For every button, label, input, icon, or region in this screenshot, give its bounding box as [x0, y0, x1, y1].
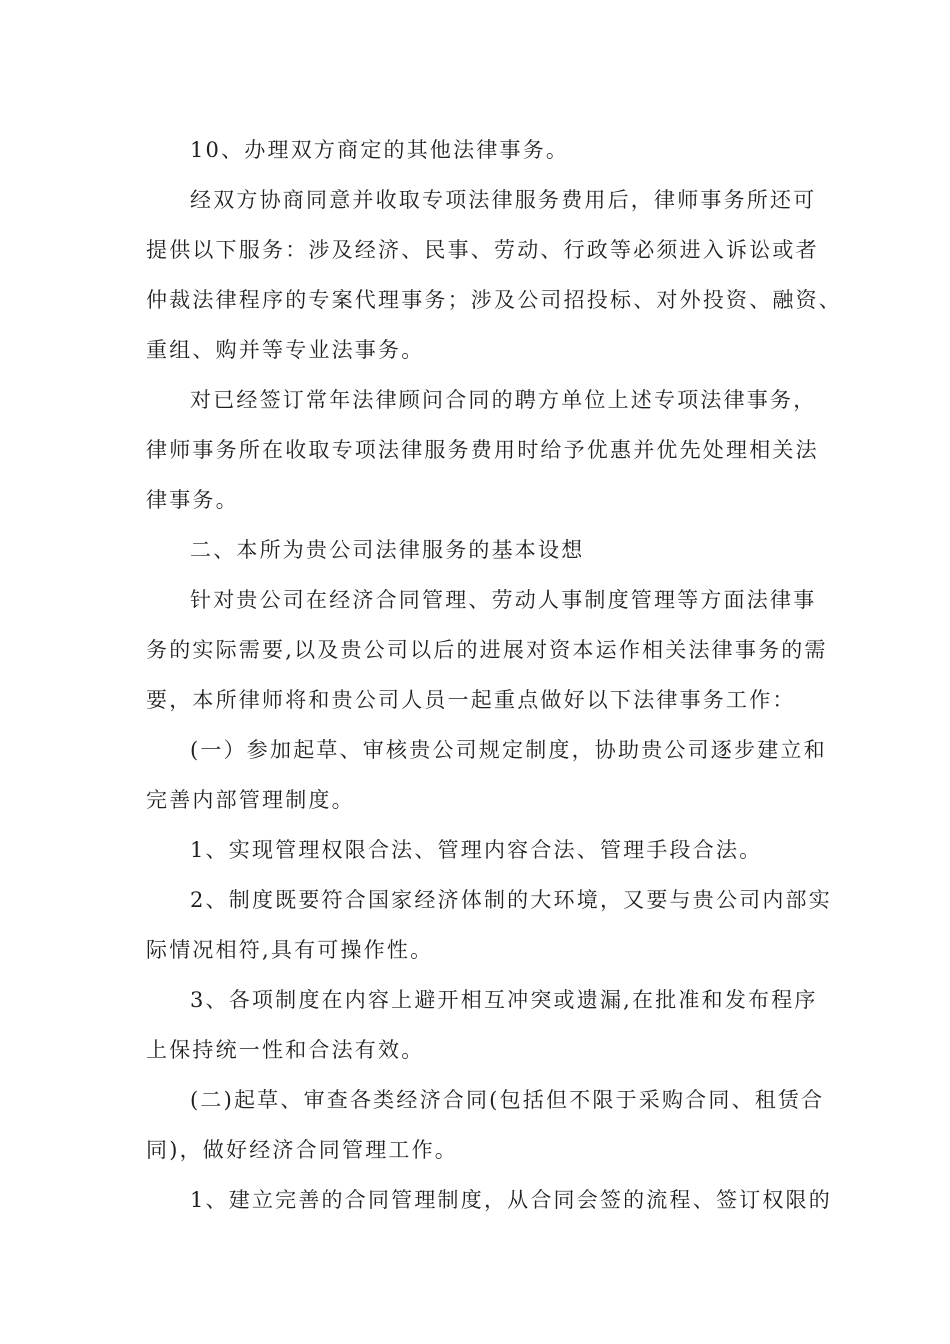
paragraph-line: 2、制度既要符合国家经济体制的大环境，又要与贵公司内部实 [190, 888, 832, 912]
paragraph-line: 重组、购并等专业法事务。 [146, 338, 425, 362]
paragraph-line: 仲裁法律程序的专案代理事务；涉及公司招投标、对外投资、融资、 [146, 288, 842, 312]
paragraph-line: 1、实现管理权限合法、管理内容合法、管理手段合法。 [190, 838, 763, 862]
paragraph-line: 经双方协商同意并收取专项法律服务费用后，律师事务所还可 [190, 188, 817, 212]
paragraph-line: 际情况相符,具有可操作性。 [146, 938, 434, 962]
paragraph-line: 提供以下服务：涉及经济、民事、劳动、行政等必须进入诉讼或者 [146, 238, 819, 262]
paragraph-line: (一）参加起草、审核贵公司规定制度，协助贵公司逐步建立和 [190, 738, 827, 762]
paragraph-line: 律事务。 [146, 488, 239, 512]
paragraph-line: 对已经签订常年法律顾问合同的聘方单位上述专项法律事务， [190, 388, 817, 412]
paragraph-line: (二)起草、审查各类经济合同(包括但不限于采购合同、租赁合 [190, 1088, 825, 1112]
paragraph-line: 1、建立完善的合同管理制度，从合同会签的流程、签订权限的 [190, 1188, 832, 1212]
section-heading: 二、本所为贵公司法律服务的基本设想 [190, 538, 585, 562]
paragraph-line: 要，本所律师将和贵公司人员一起重点做好以下法律事务工作： [146, 688, 796, 712]
paragraph-line: 律师事务所在收取专项法律服务费用时给予优惠并优先处理相关法 [146, 438, 819, 462]
paragraph-line: 同)，做好经济合同管理工作。 [146, 1138, 458, 1162]
paragraph-line: 针对贵公司在经济合同管理、劳动人事制度管理等方面法律事 [190, 588, 817, 612]
paragraph-line: 完善内部管理制度。 [146, 788, 355, 812]
paragraph-line: 10、办理双方商定的其他法律事务。 [190, 138, 570, 162]
paragraph-line: 上保持统一性和合法有效。 [146, 1038, 425, 1062]
paragraph-line: 3、各项制度在内容上避开相互冲突或遗漏,在批准和发布程序 [190, 988, 818, 1012]
paragraph-line: 务的实际需要,以及贵公司以后的进展对资本运作相关法律事务的需 [146, 638, 828, 662]
